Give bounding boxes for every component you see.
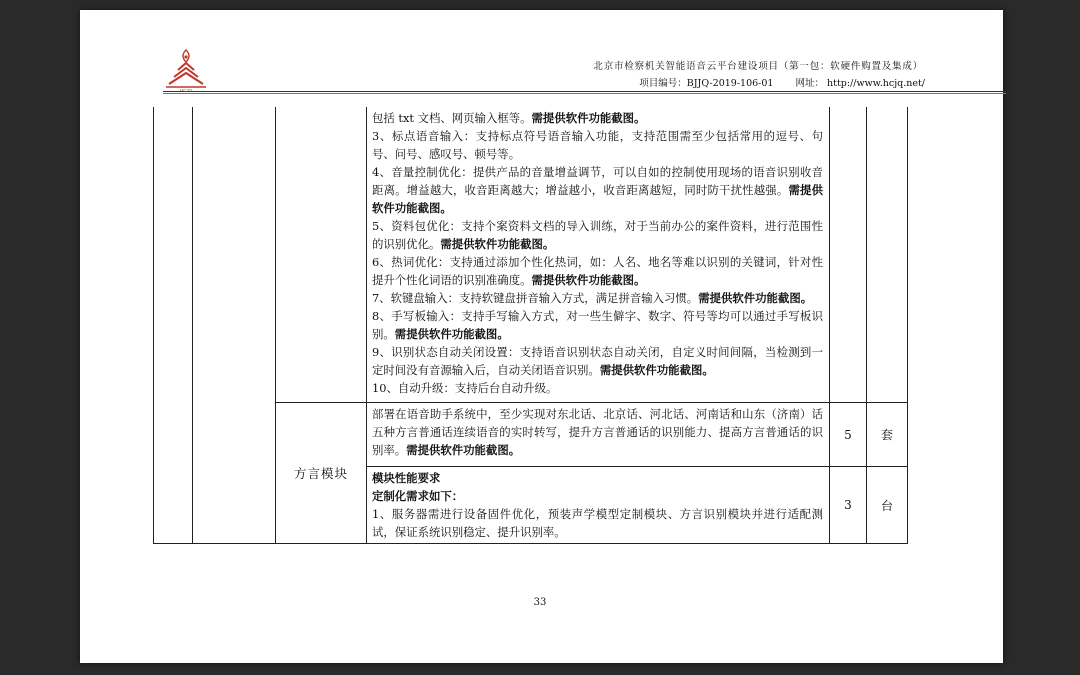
requirements-cell <box>367 403 830 467</box>
server-requirement: 1、服务器需进行设备固件优化，预装声学模型定制模块、方言识别模块并进行适配测试，保证系统识别稳定、提升识别率。 <box>372 507 823 539</box>
spec-table <box>153 107 908 544</box>
screenshot-note: 需提供软件功能截图。 <box>531 111 646 125</box>
dialect-requirement: 部署在语音助手系统中，至少实现对东北话、北京话、河北话、河南话和山东（济南）话五种方言普通话连续语音的实时转写，提升方言普通话的识别能力、提高方言普通话的识别率。 <box>372 407 823 457</box>
requirement-item <box>372 307 823 343</box>
requirement-text: 5、资料包优化：支持个案资料文档的导入训练，对于当前办公的案件资料，进行范围性的识别优化。 <box>372 219 823 251</box>
project-title: 北京市检察机关智能语音云平台建设项目（第一包：软硬件购置及集成） <box>593 61 923 72</box>
table-cell-item <box>193 107 276 544</box>
logo-text: HCJQ <box>179 88 193 92</box>
table-cell-module-empty <box>276 107 367 403</box>
quantity: 3 <box>830 467 867 544</box>
screenshot-note: 需提供软件功能截图。 <box>440 237 555 251</box>
requirement-text: 3、标点语音输入：支持标点符号语音输入功能，支持范围需至少包括常用的逗号、句号、问号、感叹号、顿号等。 <box>372 129 823 161</box>
screenshot-note: 需提供软件功能截图。 <box>698 291 813 305</box>
requirement-item <box>372 379 823 397</box>
table-cell-index <box>154 107 193 544</box>
table-cell-qty <box>830 107 867 403</box>
header-rule <box>163 91 1006 92</box>
requirement-text: 8、手写板输入：支持手写输入方式，对一些生僻字、数字、符号等均可以通过手写板识别。 <box>372 309 823 341</box>
website-url[interactable]: http://www.hcjq.net/ <box>827 78 925 89</box>
custom-heading: 定制化需求如下： <box>372 489 464 503</box>
screenshot-note: 需提供软件功能截图。 <box>372 183 823 215</box>
requirement-text: 9、识别状态自动关闭设置：支持语音识别状态自动关闭，自定义时间间隔，当检测到一定时间没有音源输入后，自动关闭语音识别。 <box>372 345 823 377</box>
requirement-item <box>372 289 823 307</box>
requirement-item <box>372 253 823 289</box>
requirement-item <box>372 109 823 127</box>
requirement-item <box>372 217 823 253</box>
requirement-text: 10、自动升级：支持后台自动升级。 <box>372 381 558 395</box>
hcjq-logo-icon <box>163 46 209 92</box>
unit: 套 <box>867 403 908 467</box>
module-name: 方言模块 <box>276 403 367 544</box>
requirements-cell <box>367 467 830 544</box>
screenshot-note: 需提供软件功能截图。 <box>599 363 714 377</box>
table-cell-unit <box>867 107 908 403</box>
screenshot-note: 需提供软件功能截图。 <box>406 443 521 457</box>
screenshot-note: 需提供软件功能截图。 <box>394 327 509 341</box>
table-row <box>154 107 908 403</box>
requirement-text: 6、热词优化：支持通过添加个性化热词，如：人名、地名等难以识别的关键词，针对性提升个性化词语的识别准确度。 <box>372 255 823 287</box>
requirement-item <box>372 127 823 163</box>
performance-heading: 模块性能要求 <box>372 471 441 485</box>
website-label: 网址： <box>795 78 824 89</box>
requirement-text: 7、软键盘输入：支持软键盘拼音输入方式，满足拼音输入习惯。 <box>372 291 699 305</box>
requirement-text: 4、音量控制优化：提供产品的音量增益调节，可以自如的控制使用现场的语音识别收音距离。增益越大，收音距离越大；增益越小，收音距离越短，同时防干扰性越强。 <box>372 165 823 197</box>
quantity: 5 <box>830 403 867 467</box>
screenshot-note: 需提供软件功能截图。 <box>531 273 646 287</box>
header-rule-thin <box>163 93 1006 94</box>
page-number: 33 <box>533 597 547 608</box>
requirement-item <box>372 343 823 379</box>
project-number: 项目编号：BJJQ-2019-106-01 <box>639 78 774 89</box>
requirement-text: 包括 txt 文档、网页输入框等。 <box>372 111 532 125</box>
requirements-cell <box>367 107 830 403</box>
requirement-item <box>372 163 823 217</box>
requirements-list <box>372 109 823 397</box>
unit: 台 <box>867 467 908 544</box>
project-meta <box>639 75 925 89</box>
